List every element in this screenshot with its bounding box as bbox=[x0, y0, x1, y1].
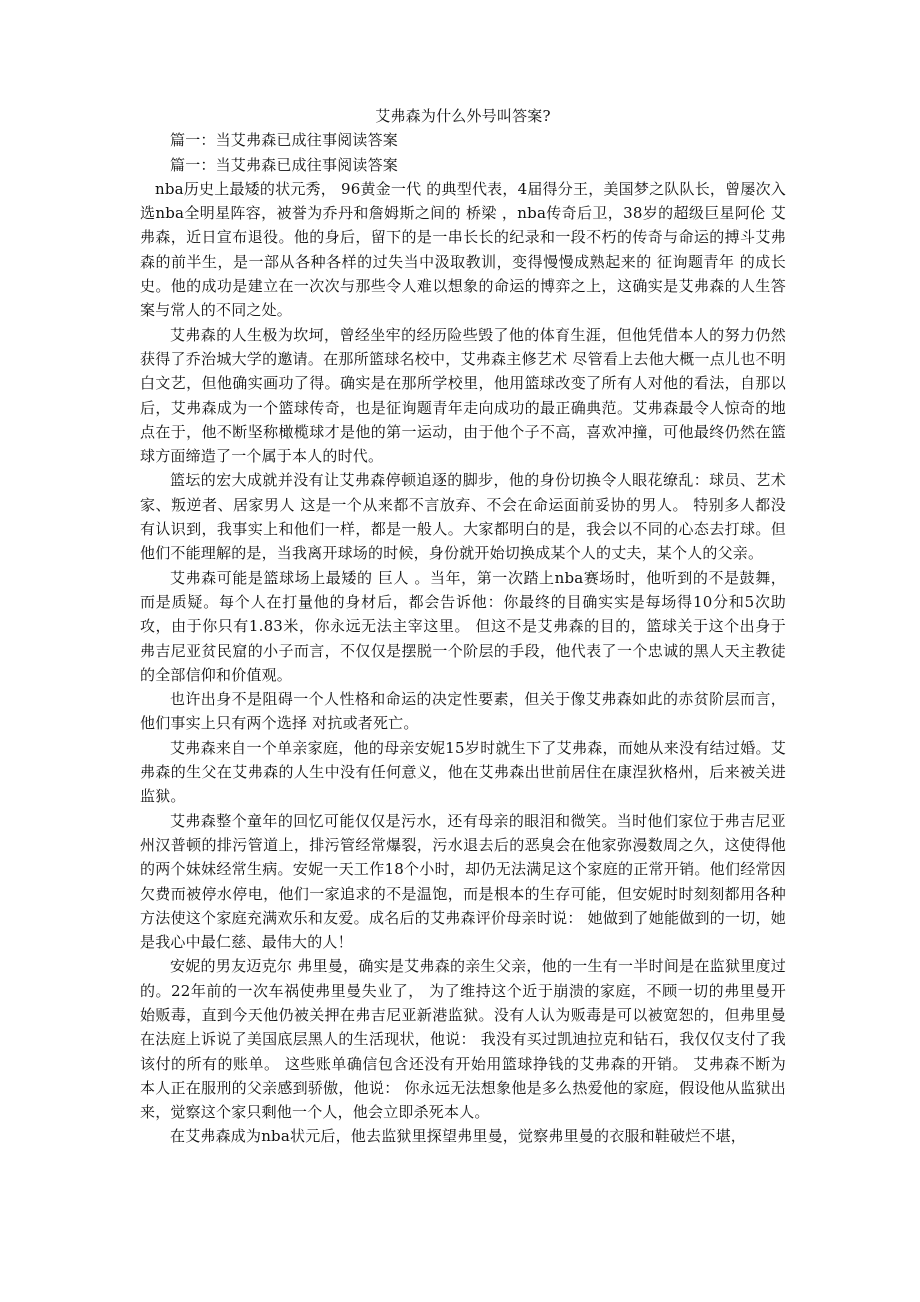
document-page bbox=[140, 104, 786, 1149]
body-paragraph: 也许出身不是阻碍一个人性格和命运的决定性要素，但关于像艾弗森如此的赤贫阶层而言，他们事实上只有两个选择 对抗或者死亡。 bbox=[140, 690, 786, 733]
body-paragraph: nba历史上最矮的状元秀， 96黄金一代 的典型代表，4届得分王，美国梦之队队长，曾屡次入选nba全明星阵容，被誉为乔丹和詹姆斯之间的 桥梁 ，nba传奇后卫，38岁的超级巨星阿伦 艾弗森，近日宣布退役。他的身后，留下的是一串长长的纪录和一段不朽的传奇与命运的搏斗艾弗森的前半生，是一部从各种各样的过失当中汲取教训，变得慢慢成熟起来的 征询题青年 的成长史。他的成功是建立在一次次与那些令人难以想象的命运的博弈之上，这确实是艾弗森的人生答案与常人的不同之处。 bbox=[140, 179, 786, 320]
body-paragraph: 艾弗森来自一个单亲家庭，他的母亲安妮15岁时就生下了艾弗森，而她从来没有结过婚。艾弗森的生父在艾弗森的人生中没有任何意义，他在艾弗森出世前居住在康涅狄格州，后来被关进监狱。 bbox=[140, 738, 786, 806]
body-paragraph: 在艾弗森成为nba状元后，他去监狱里探望弗里曼，觉察弗里曼的衣服和鞋破烂不堪， bbox=[170, 1127, 747, 1146]
document-title: 艾弗森为什么外号叫答案? bbox=[375, 107, 551, 125]
section-heading: 篇一：当艾弗森已成往事阅读答案 bbox=[170, 131, 399, 150]
body-paragraph: 艾弗森整个童年的回忆可能仅仅是污水，还有母亲的眼泪和微笑。当时他们家位于弗吉尼亚州汉普顿的排污管道上，排污管经常爆裂，污水退去后的恶臭会在他家弥漫数周之久，这使得他的两个妹妹经常生病。安妮一天工作18个小时，却仍无法满足这个家庭的正常开销。他们经常因欠费而被停水停电，他们一家追求的不是温饱，而是根本的生存可能，但安妮时时刻刻都用各种方法使这个家庭充满欢乐和友爱。成名后的艾弗森评价母亲时说： 她做到了她能做到的一切，她是我心中最仁慈、最伟大的人！ bbox=[140, 811, 786, 952]
body-paragraph: 艾弗森的人生极为坎坷，曾经坐牢的经历险些毁了他的体育生涯，但他凭借本人的努力仍然获得了乔治城大学的邀请。在那所篮球名校中，艾弗森主修艺术 尽管看上去他大概一点儿也不明白文艺，但他确实画功了得。确实是在那所学校里，他用篮球改变了所有人对他的看法，自那以后，艾弗森成为一个篮球传奇，也是征询题青年走向成功的最正确典范。艾弗森最令人惊奇的地点在于，他不断坚称橄榄球才是他的第一运动，由于他个子不高，喜欢冲撞，可他最终仍然在篮球方面缔造了一个属于本人的时代。 bbox=[140, 325, 786, 466]
body-paragraph: 安妮的男友迈克尔 弗里曼，确实是艾弗森的亲生父亲，他的一生有一半时间是在监狱里度过的。22年前的一次车祸使弗里曼失业了， 为了维持这个近于崩溃的家庭，不顾一切的弗里曼开始贩毒，直到今天他仍被关押在弗吉尼亚新港监狱。没有人认为贩毒是可以被宽恕的，但弗里曼在法庭上诉说了美国底层黑人的生活现状，他说： 我没有买过凯迪拉克和钻石，我仅仅支付了我该付的所有的账单。 这些账单确信包含还没有开始用篮球挣钱的艾弗森的开销。 艾弗森不断为本人正在服刑的父亲感到骄傲，他说： 你永远无法想象他是多么热爱他的家庭，假设他从监狱出来，觉察这个家只剩他一个人，他会立即杀死本人。 bbox=[140, 957, 786, 1122]
body-paragraph: 艾弗森可能是篮球场上最矮的 巨人 。当年，第一次踏上nba赛场时，他听到的不是鼓舞，而是质疑。每个人在打量他的身材后，都会告诉他：你最终的目确实实是每场得10分和5次助攻，由于你只有1.83米，你永远无法主宰这里。 但这不是艾弗森的目的，篮球关于这个出身于弗吉尼亚贫民窟的小子而言，不仅仅是摆脱一个阶层的手段，他代表了一个忠诚的黑人天主教徒的全部信仰和价值观。 bbox=[140, 568, 786, 684]
section-heading: 篇一：当艾弗森已成往事阅读答案 bbox=[170, 155, 399, 174]
body-paragraph: 篮坛的宏大成就并没有让艾弗森停顿追逐的脚步，他的身份切换令人眼花缭乱：球员、艺术家、叛逆者、居家男人 这是一个从来都不言放弃、不会在命运面前妥协的男人。 特别多人都没有认识到，我事实上和他们一样，都是一般人。大家都明白的是，我会以不同的心态去打球。但他们不能理解的是，当我离开球场的时候，身份就开始切换成某个人的丈夫，某个人的父亲。 bbox=[140, 471, 786, 563]
